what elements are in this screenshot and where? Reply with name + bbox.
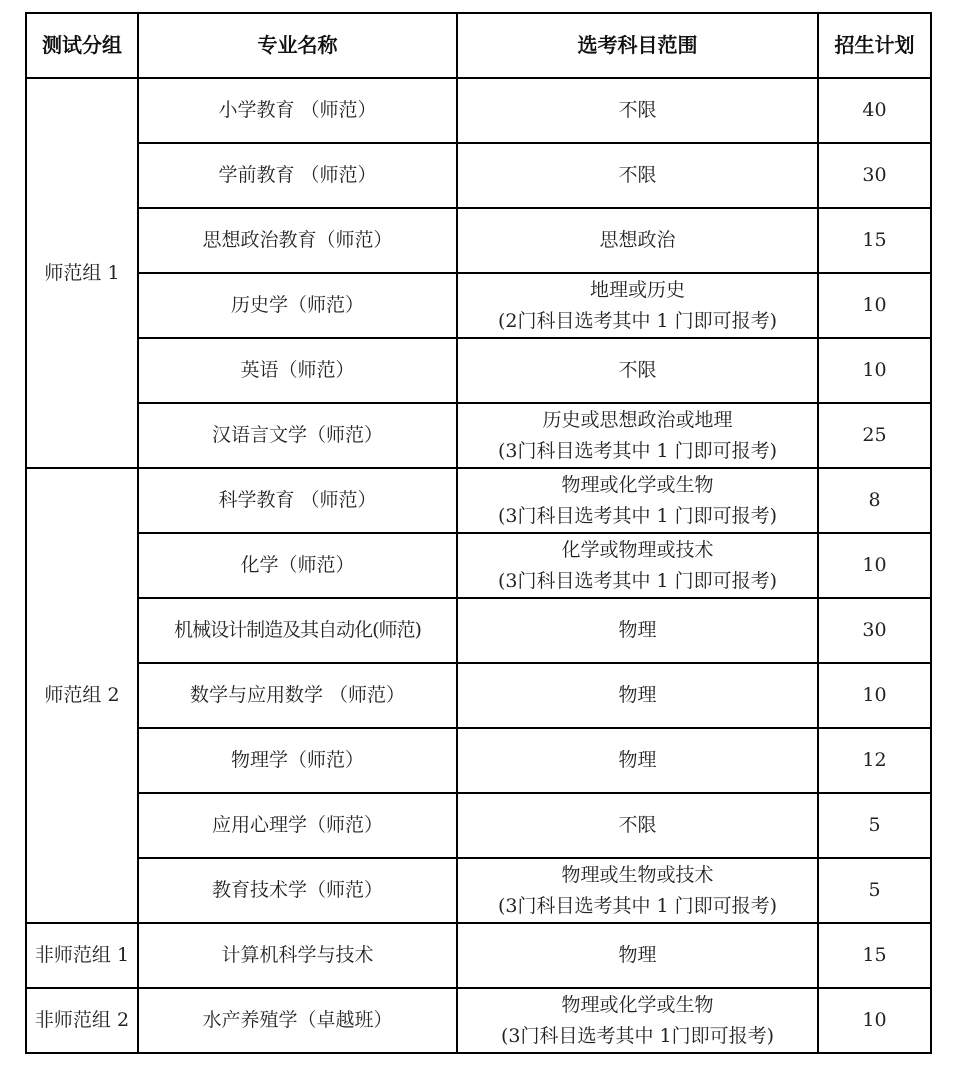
- subjects-cell: [457, 793, 818, 858]
- table-row: [26, 728, 931, 793]
- table-row: [26, 468, 931, 533]
- major-cell: 数学与应用数学 （师范）: [138, 663, 457, 728]
- subjects-cell: [457, 728, 818, 793]
- plan-cell: 8: [818, 468, 931, 533]
- subjects-cell: [457, 403, 818, 468]
- subjects-line: 物理: [618, 749, 657, 771]
- subjects-cell: [457, 663, 818, 728]
- subjects-line: 不限: [618, 359, 657, 381]
- plan-cell: 5: [818, 858, 931, 923]
- major-cell: 计算机科学与技术: [138, 923, 457, 988]
- header-enrollment-plan: 招生计划: [818, 13, 931, 78]
- header-subject-range: 选考科目范围: [457, 13, 818, 78]
- header-row: [26, 13, 931, 78]
- group-cell: 非师范组 2: [26, 988, 138, 1053]
- plan-cell: 5: [818, 793, 931, 858]
- subjects-cell: [457, 208, 818, 273]
- subjects-cell: [457, 143, 818, 208]
- table-row: [26, 858, 931, 923]
- plan-cell: 15: [818, 208, 931, 273]
- subjects-line: 物理或生物或技术: [561, 863, 714, 886]
- subjects-line: 化学或物理或技术: [561, 538, 714, 561]
- subjects-cell: [457, 598, 818, 663]
- subjects-line: 物理: [618, 944, 657, 966]
- major-cell: 小学教育 （师范）: [138, 78, 457, 143]
- subjects-note: (3门科目选考其中 1 门即可报考): [497, 569, 778, 592]
- table-row: [26, 338, 931, 403]
- subjects-cell: [457, 988, 818, 1053]
- subjects-cell: [457, 923, 818, 988]
- subjects-line: 不限: [618, 814, 657, 836]
- plan-cell: 12: [818, 728, 931, 793]
- table-row: [26, 598, 931, 663]
- subjects-cell: [457, 858, 818, 923]
- major-cell: 应用心理学（师范）: [138, 793, 457, 858]
- plan-cell: 10: [818, 338, 931, 403]
- subjects-line: 地理或历史: [589, 278, 685, 301]
- subjects-line: 物理: [618, 684, 657, 706]
- table-row: [26, 403, 931, 468]
- subjects-cell: [457, 273, 818, 338]
- plan-cell: 30: [818, 143, 931, 208]
- subjects-cell: [457, 468, 818, 533]
- plan-cell: 30: [818, 598, 931, 663]
- subjects-line: 物理或化学或生物: [561, 993, 714, 1016]
- plan-cell: 10: [818, 663, 931, 728]
- table-row: [26, 988, 931, 1053]
- subjects-cell: [457, 78, 818, 143]
- major-cell: 化学（师范）: [138, 533, 457, 598]
- major-cell: 汉语言文学（师范）: [138, 403, 457, 468]
- subjects-note: (3门科目选考其中 1门即可报考): [500, 1024, 775, 1047]
- subjects-line: 思想政治: [599, 229, 676, 251]
- subjects-cell: [457, 338, 818, 403]
- table-row: [26, 533, 931, 598]
- subjects-note: (3门科目选考其中 1 门即可报考): [497, 504, 778, 527]
- major-cell: 水产养殖学（卓越班）: [138, 988, 457, 1053]
- subjects-line: 物理: [618, 619, 657, 641]
- plan-cell: 25: [818, 403, 931, 468]
- plan-cell: 40: [818, 78, 931, 143]
- subjects-line: 不限: [618, 99, 657, 121]
- major-cell: 英语（师范）: [138, 338, 457, 403]
- table-row: [26, 143, 931, 208]
- subjects-note: (3门科目选考其中 1 门即可报考): [497, 439, 778, 462]
- table-row: [26, 923, 931, 988]
- major-cell: 思想政治教育（师范）: [138, 208, 457, 273]
- subjects-note: (2门科目选考其中 1 门即可报考): [497, 309, 778, 332]
- major-cell: 机械设计制造及其自动化(师范): [138, 598, 457, 663]
- table-row: [26, 273, 931, 338]
- subjects-note: (3门科目选考其中 1 门即可报考): [497, 894, 778, 917]
- table-row: [26, 663, 931, 728]
- header-test-group: 测试分组: [26, 13, 138, 78]
- plan-cell: 15: [818, 923, 931, 988]
- table-row: [26, 793, 931, 858]
- plan-cell: 10: [818, 273, 931, 338]
- header-major-name: 专业名称: [138, 13, 457, 78]
- table-row: [26, 208, 931, 273]
- enrollment-plan-table: [25, 12, 932, 1054]
- subjects-line: 不限: [618, 164, 657, 186]
- table-row: [26, 78, 931, 143]
- major-cell: 历史学（师范）: [138, 273, 457, 338]
- subjects-line: 历史或思想政治或地理: [542, 408, 733, 431]
- plan-cell: 10: [818, 988, 931, 1053]
- plan-cell: 10: [818, 533, 931, 598]
- subjects-line: 物理或化学或生物: [561, 473, 714, 496]
- group-cell: 师范组 2: [26, 468, 138, 923]
- group-cell: 师范组 1: [26, 78, 138, 468]
- major-cell: 教育技术学（师范）: [138, 858, 457, 923]
- major-cell: 科学教育 （师范）: [138, 468, 457, 533]
- group-cell: 非师范组 1: [26, 923, 138, 988]
- major-cell: 物理学（师范）: [138, 728, 457, 793]
- major-cell: 学前教育 （师范）: [138, 143, 457, 208]
- subjects-cell: [457, 533, 818, 598]
